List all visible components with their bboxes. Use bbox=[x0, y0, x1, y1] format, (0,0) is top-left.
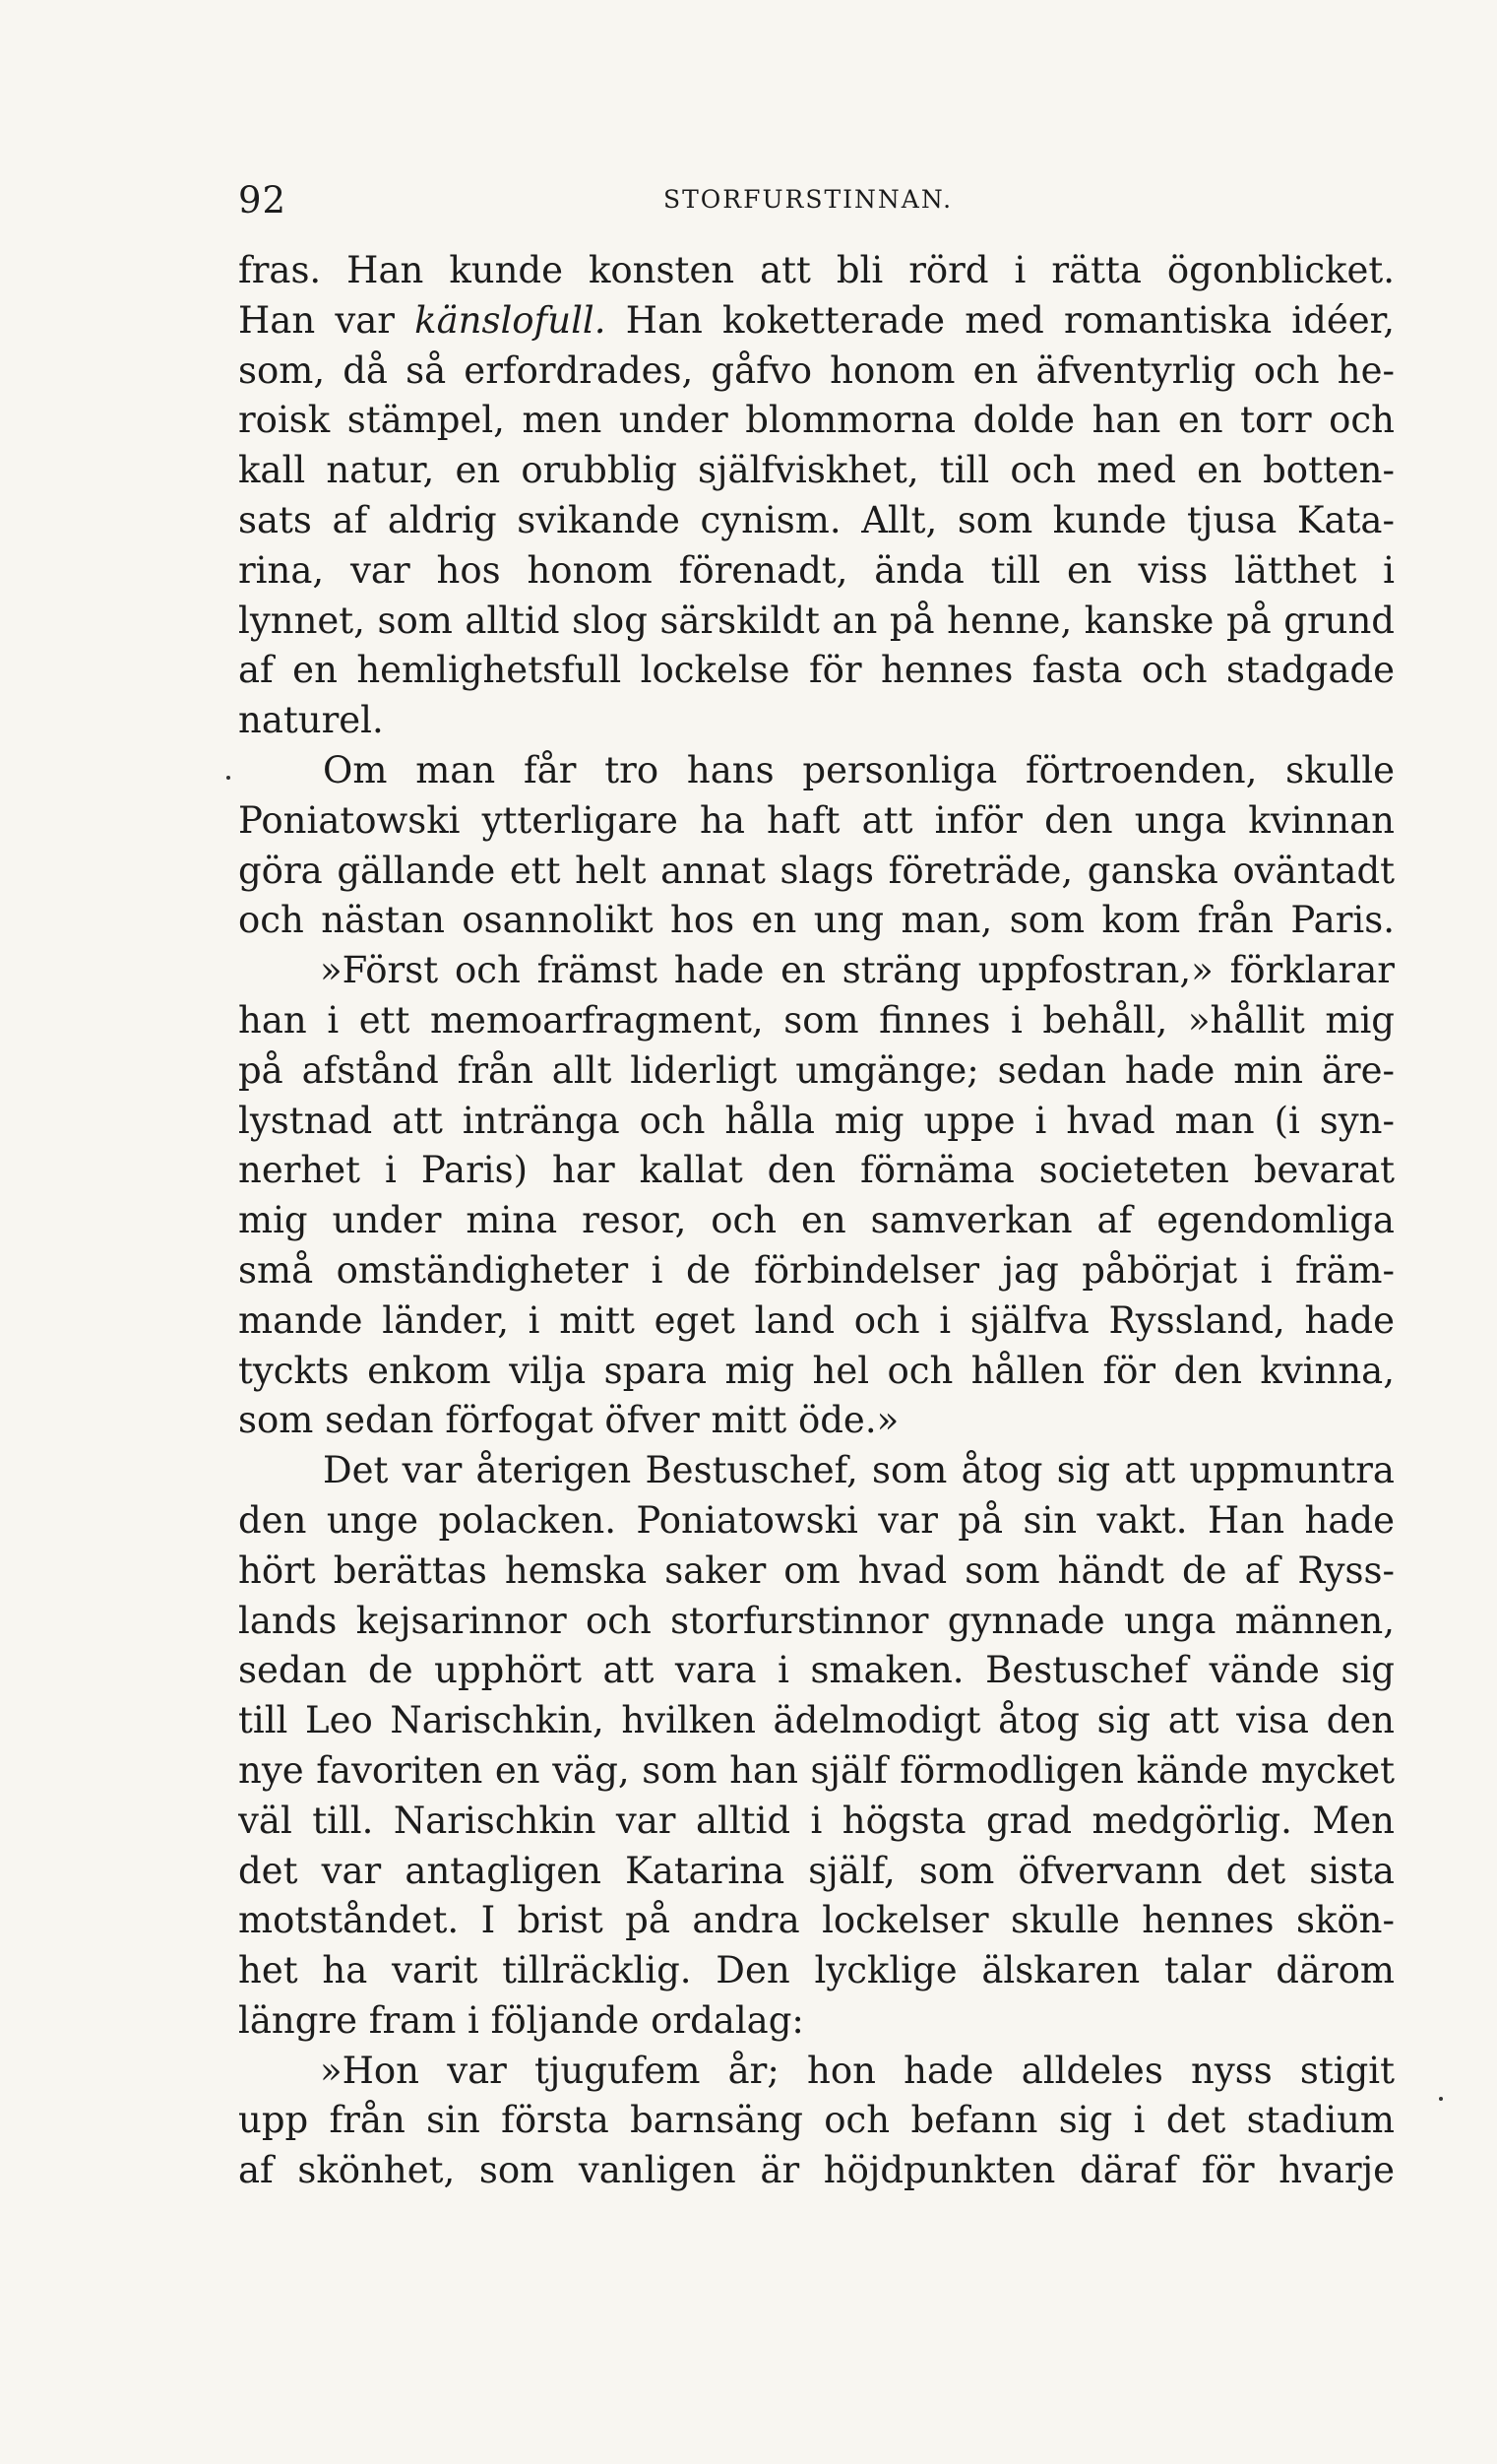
text-line: göra gällande ett helt annat slags företräde, ganska oväntadt bbox=[238, 849, 1395, 892]
text-line: väl till. Narischkin var alltid i högsta grad medgörlig. Men bbox=[238, 1799, 1395, 1842]
text-line: rina, var hos honom förenadt, ända till en viss lätthet i bbox=[238, 548, 1395, 592]
text-span: Han var bbox=[238, 298, 395, 342]
text-line: och nästan osannolikt hos en ung man, som kom från Paris. bbox=[238, 899, 1395, 942]
text-line: hört berättas hemska saker om hvad som händt de af Ryss- bbox=[238, 1548, 1395, 1592]
text-line: »Först och främst hade en sträng uppfostran,» förklarar bbox=[320, 949, 1395, 992]
text-line: lystnad att intränga och hålla mig uppe i hvad man (i syn- bbox=[238, 1099, 1395, 1142]
text-line: längre fram i följande ordalag: bbox=[238, 1998, 804, 2042]
text-line: nerhet i Paris) har kallat den förnäma societeten bevarat bbox=[238, 1149, 1395, 1192]
text-line: fras. Han kunde konsten att bli rörd i rätta ögonblicket. bbox=[238, 249, 1395, 291]
text-line: som, då så erfordrades, gåfvo honom en äfventyrlig och he- bbox=[238, 348, 1395, 392]
text-line: den unge polacken. Poniatowski var på sin vakt. Han hade bbox=[238, 1498, 1395, 1542]
text-line: mig under mina resor, och en samverkan af egendomliga bbox=[238, 1199, 1395, 1242]
text-line: till Leo Narischkin, hvilken ädelmodigt åtog sig att visa den bbox=[238, 1699, 1395, 1742]
text-line: kall natur, en orubblig själfviskhet, till och med en botten- bbox=[238, 449, 1395, 492]
text-line: som sedan förfogat öfver mitt öde.» bbox=[238, 1399, 900, 1442]
text-line: »Hon var tjugufem år; hon hade alldeles nyss stigit bbox=[320, 2049, 1395, 2092]
text-span: Han koketterade med romantiska idéer, bbox=[625, 298, 1395, 342]
text-line: af en hemlighetsfull lockelse för hennes fasta och stadgade bbox=[238, 649, 1395, 692]
text-line: Poniatowski ytterligare ha haft att inför den unga kvinnan bbox=[238, 798, 1395, 842]
text-line: tyckts enkom vilja spara mig hel och hållen för den kvinna, bbox=[238, 1349, 1395, 1392]
text-line: upp från sin första barnsäng och befann sig i det stadium bbox=[238, 2099, 1395, 2142]
text-line: sedan de upphört att vara i smaken. Bestuschef vände sig bbox=[238, 1649, 1395, 1692]
text-line: het ha varit tillräcklig. Den lycklige älskaren talar därom bbox=[238, 1949, 1395, 1992]
text-line: små omständigheter i de förbindelser jag påbörjat i främ- bbox=[238, 1248, 1395, 1292]
text-line: på afstånd från allt liderligt umgänge; sedan hade min äre- bbox=[238, 1048, 1395, 1092]
print-speck bbox=[1439, 2097, 1443, 2101]
text-line: naturel. bbox=[238, 699, 384, 742]
text-line: roisk stämpel, men under blommorna dolde han en torr och bbox=[238, 399, 1395, 442]
text-line: Om man får tro hans personliga förtroenden, skulle bbox=[323, 748, 1395, 791]
body-text bbox=[238, 246, 1395, 2196]
text-line: lands kejsarinnor och storfurstinnor gynnade unga männen, bbox=[238, 1599, 1395, 1642]
text-line: sats af aldrig svikande cynism. Allt, som kunde tjusa Kata- bbox=[238, 498, 1395, 541]
italic-word: känslofull. bbox=[414, 298, 606, 342]
page-header bbox=[238, 179, 1400, 228]
text-line: nye favoriten en väg, som han själf förmodligen kände mycket bbox=[238, 1748, 1395, 1792]
text-line: det var antagligen Katarina själf, som öfvervann det sista bbox=[238, 1849, 1395, 1892]
text-line: mande länder, i mitt eget land och i själfva Ryssland, hade bbox=[238, 1298, 1395, 1342]
text-line: af skönhet, som vanligen är höjdpunkten däraf för hvarje bbox=[238, 2149, 1395, 2192]
text-line: Det var återigen Bestuschef, som åtog sig att uppmuntra bbox=[323, 1449, 1395, 1492]
text-line bbox=[238, 296, 1395, 347]
page-number: 92 bbox=[238, 179, 287, 221]
text-line: motståndet. I brist på andra lockelser skulle hennes skön- bbox=[238, 1899, 1395, 1942]
text-line: han i ett memoarfragment, som finnes i behåll, »hållit mig bbox=[238, 998, 1395, 1042]
running-title: STORFURSTINNAN. bbox=[663, 185, 954, 214]
text-line: lynnet, som alltid slog särskildt an på henne, kanske på grund bbox=[238, 599, 1395, 642]
print-speck bbox=[226, 776, 230, 780]
